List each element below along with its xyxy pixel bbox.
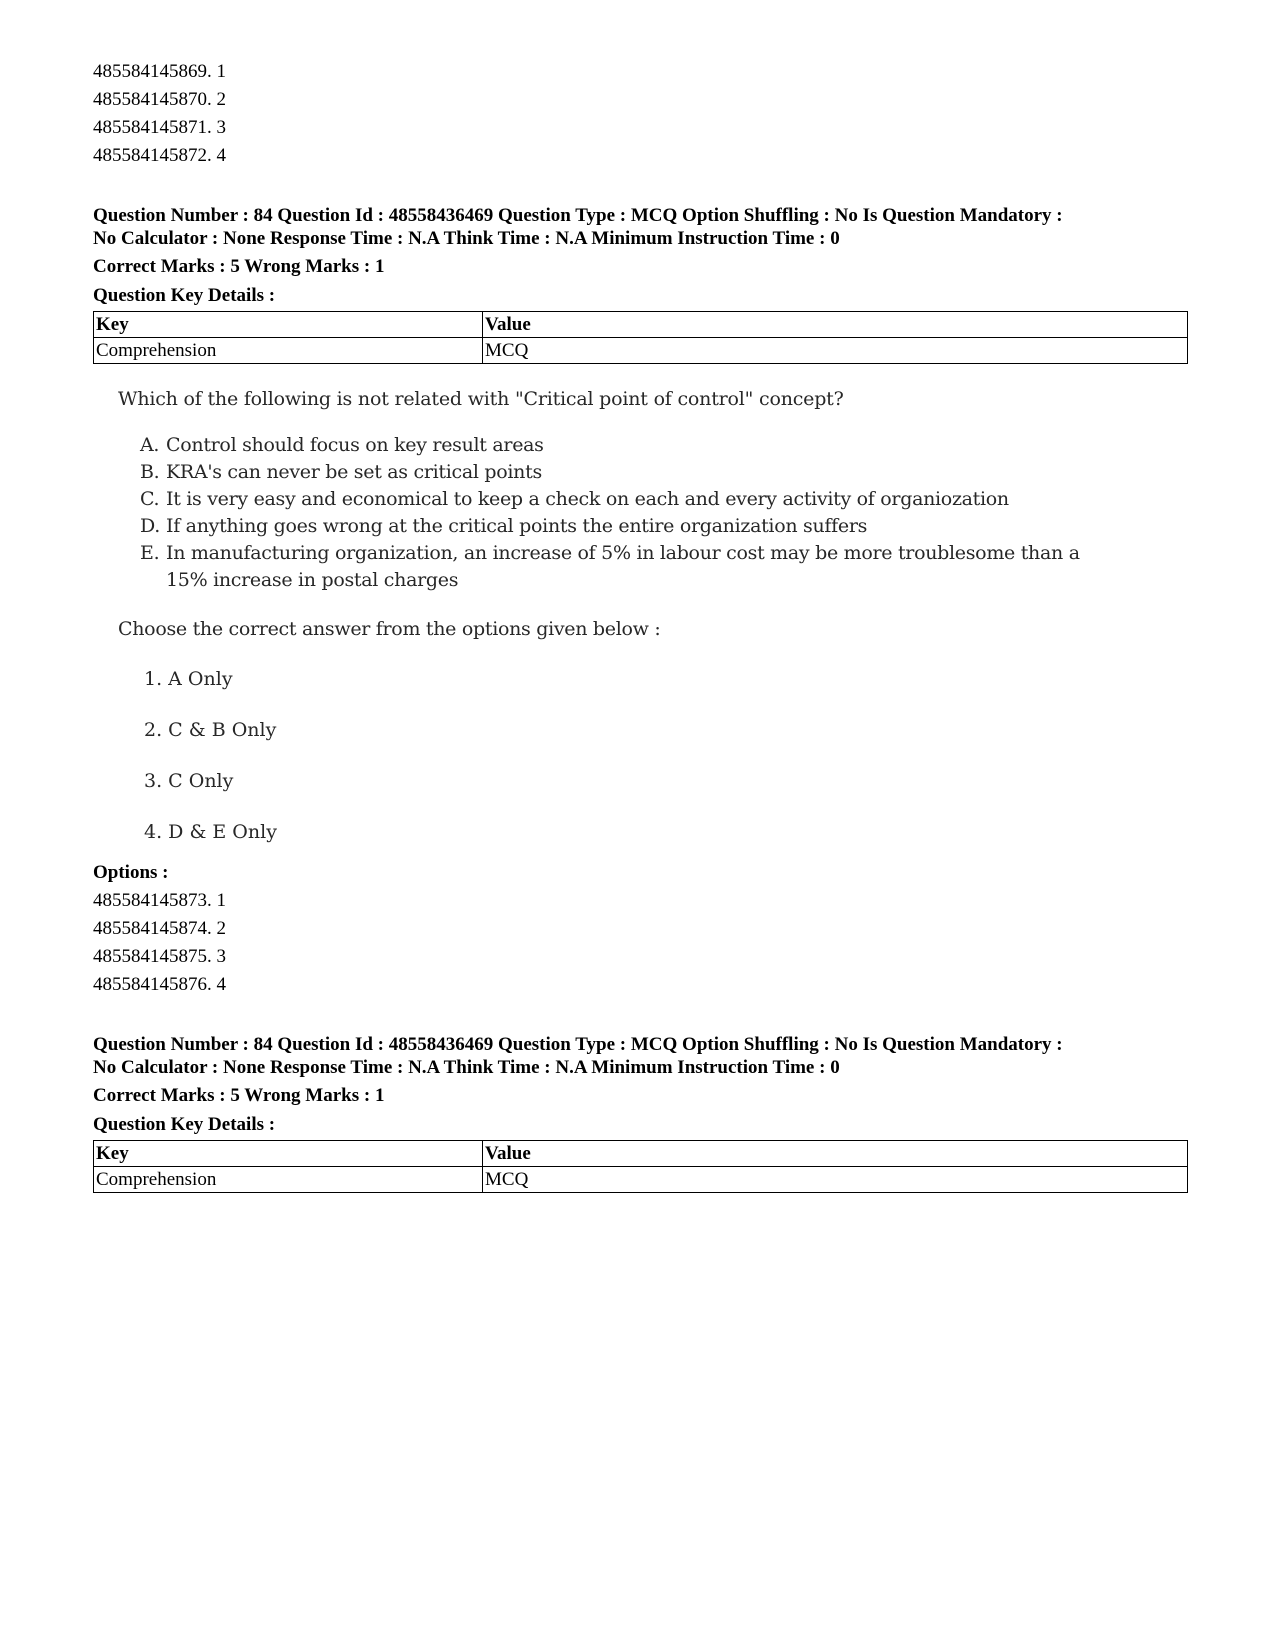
statement-label: C. xyxy=(140,488,160,510)
statement-item xyxy=(140,486,1138,513)
answer-item: 4. D & E Only xyxy=(144,821,277,843)
option-item: 485584145874. 2 xyxy=(93,918,226,939)
question-text: Which of the following is not related with "Critical point of control" concept? xyxy=(118,388,844,410)
answer-item: 1. A Only xyxy=(144,668,233,690)
option-item: 485584145870. 2 xyxy=(93,89,226,110)
statement-item xyxy=(140,540,1138,594)
table-header-row xyxy=(94,1141,1188,1167)
option-item: 485584145872. 4 xyxy=(93,145,226,166)
question-header-line2: No Calculator : None Response Time : N.A Think Time : N.A Minimum Instruction Time : 0 xyxy=(93,228,840,249)
key-details-label: Question Key Details : xyxy=(93,285,276,306)
key-details-table xyxy=(93,1140,1188,1193)
statement-item xyxy=(140,513,1138,540)
table-row xyxy=(94,1167,1188,1193)
statement-text: In manufacturing organization, an increase of 5% in labour cost may be more troublesome than a 15% increase in postal charges xyxy=(166,542,1080,591)
statement-text: KRA's can never be set as critical points xyxy=(166,461,542,483)
key-details-table xyxy=(93,311,1188,364)
option-item: 485584145875. 3 xyxy=(93,946,226,967)
statement-label: E. xyxy=(140,542,160,564)
statement-text: It is very easy and economical to keep a check on each and every activity of organiozation xyxy=(166,488,1009,510)
question-marks: Correct Marks : 5 Wrong Marks : 1 xyxy=(93,1085,385,1106)
table-cell-value: MCQ xyxy=(483,1167,1188,1193)
question-header-line2: No Calculator : None Response Time : N.A Think Time : N.A Minimum Instruction Time : 0 xyxy=(93,1057,840,1078)
question-header-line1: Question Number : 84 Question Id : 48558436469 Question Type : MCQ Option Shuffling : No Is Question Mandatory : xyxy=(93,1034,1063,1055)
choose-instruction: Choose the correct answer from the options given below : xyxy=(118,618,661,640)
question-content-image xyxy=(118,386,1138,851)
option-item: 485584145873. 1 xyxy=(93,890,226,911)
table-row xyxy=(94,338,1188,364)
option-item: 485584145869. 1 xyxy=(93,61,226,82)
answer-item: 2. C & B Only xyxy=(144,719,277,741)
question-header-line1: Question Number : 84 Question Id : 48558436469 Question Type : MCQ Option Shuffling : No Is Question Mandatory : xyxy=(93,205,1063,226)
answer-item: 3. C Only xyxy=(144,770,234,792)
question-block xyxy=(93,1033,1188,1193)
option-item: 485584145876. 4 xyxy=(93,974,226,995)
statement-text: If anything goes wrong at the critical points the entire organization suffers xyxy=(166,515,868,537)
statement-label: D. xyxy=(140,515,160,537)
option-item: 485584145871. 3 xyxy=(93,117,226,138)
statement-text: Control should focus on key result areas xyxy=(166,434,544,456)
question-marks: Correct Marks : 5 Wrong Marks : 1 xyxy=(93,256,385,277)
options-list xyxy=(93,887,1188,999)
table-cell-value: MCQ xyxy=(483,338,1188,364)
table-cell-key: Comprehension xyxy=(94,338,483,364)
statement-item xyxy=(140,432,1138,459)
key-details-label: Question Key Details : xyxy=(93,1114,276,1135)
table-header-row xyxy=(94,312,1188,338)
answer-list xyxy=(144,664,1138,851)
table-cell-key: Comprehension xyxy=(94,1167,483,1193)
previous-options-list xyxy=(93,58,1188,170)
table-header-key: Key xyxy=(94,312,483,338)
statement-list xyxy=(140,432,1138,594)
document-page xyxy=(93,58,1188,1193)
statement-item xyxy=(140,459,1138,486)
table-header-value: Value xyxy=(483,1141,1188,1167)
statement-label: B. xyxy=(140,461,160,483)
options-label: Options : xyxy=(93,862,169,883)
table-header-value: Value xyxy=(483,312,1188,338)
statement-label: A. xyxy=(140,434,160,456)
table-header-key: Key xyxy=(94,1141,483,1167)
question-block xyxy=(93,204,1188,999)
